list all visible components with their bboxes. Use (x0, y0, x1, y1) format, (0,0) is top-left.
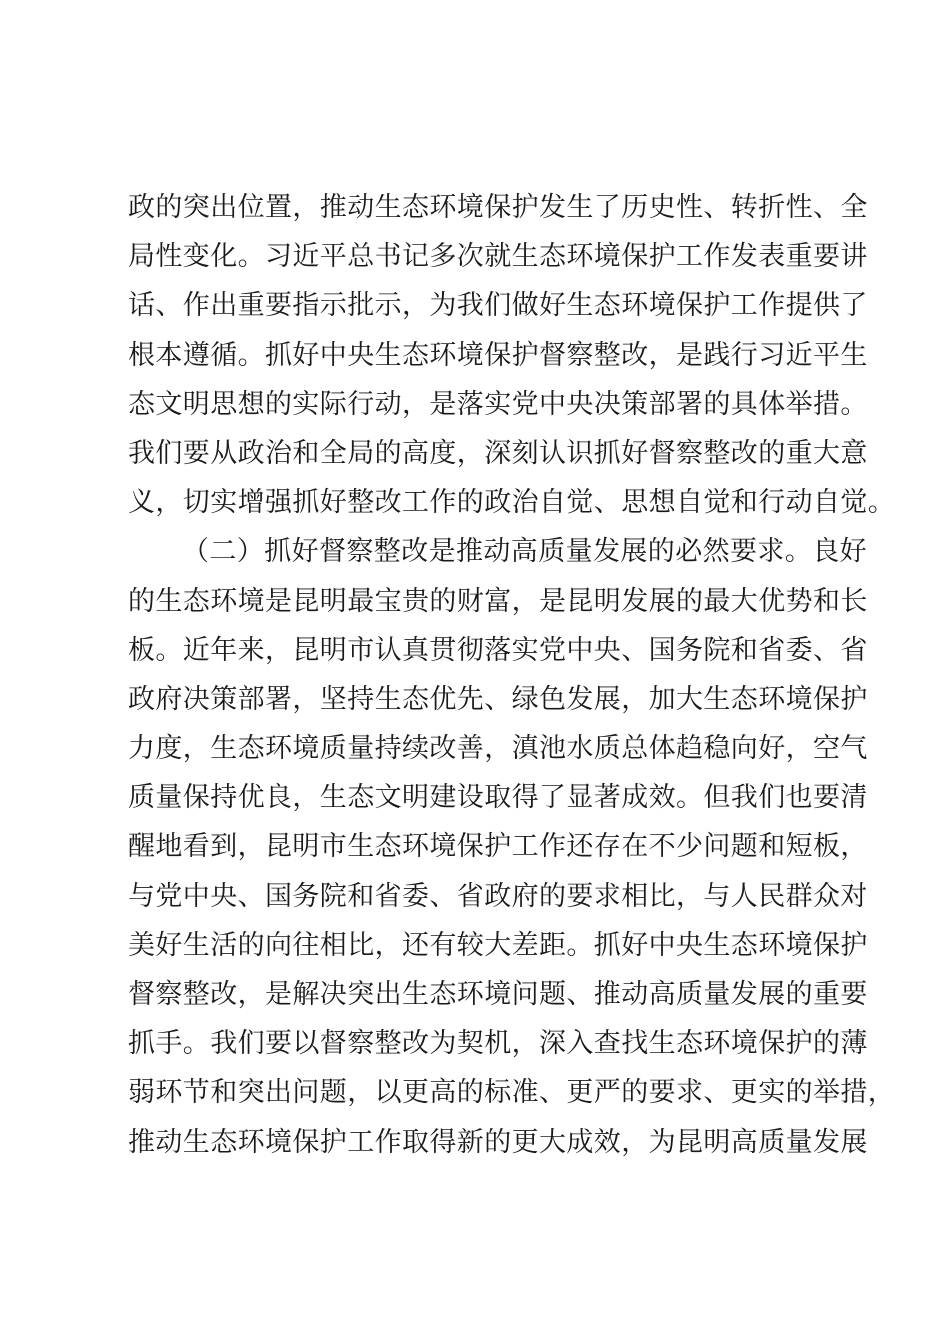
section-heading-line: （二）抓好督察整改是推动高质量发展的必然要求。良好 (182, 536, 867, 568)
text-line: 话、作出重要指示批示，为我们做好生态环境保护工作提供了 (128, 290, 868, 322)
text-line: 醒地看到，昆明市生态环境保护工作还存在不少问题和短板， (128, 831, 868, 863)
body-text (128, 183, 896, 1167)
text-line: 的生态环境是昆明最宝贵的财富，是昆明发展的最大优势和长 (128, 585, 868, 617)
text-line: 与党中央、国务院和省委、省政府的要求相比，与人民群众对 (128, 880, 868, 912)
text-line: 督察整改，是解决突出生态环境问题、推动高质量发展的重要 (128, 979, 868, 1010)
text-line: 根本遵循。抓好中央生态环境保护督察整改，是践行习近平生 (128, 339, 868, 371)
text-line: 质量保持优良，生态文明建设取得了显著成效。但我们也要清 (128, 782, 868, 814)
text-line: 推动生态环境保护工作取得新的更大成效，为昆明高质量发展 (128, 1126, 868, 1158)
text-line: 我们要从政治和全局的高度，深刻认识抓好督察整改的重大意 (128, 437, 868, 469)
text-line: 力度，生态环境质量持续改善，滇池水质总体趋稳向好，空气 (128, 733, 868, 765)
text-line: 政府决策部署，坚持生态优先、绿色发展，加大生态环境保护 (128, 683, 868, 715)
text-line: 政的突出位置，推动生态环境保护发生了历史性、转折性、全 (128, 192, 868, 223)
text-line: 板。近年来，昆明市认真贯彻落实党中央、国务院和省委、省 (128, 634, 868, 666)
text-line: 局性变化。习近平总书记多次就生态环境保护工作发表重要讲 (128, 241, 868, 273)
text-line: 态文明思想的实际行动，是落实党中央决策部署的具体举措。 (128, 388, 868, 420)
text-line: 抓手。我们要以督察整改为契机，深入查找生态环境保护的薄 (128, 1028, 868, 1060)
text-line: 弱环节和突出问题，以更高的标准、更严的要求、更实的举措， (128, 1077, 896, 1109)
text-line: 美好生活的向往相比，还有较大差距。抓好中央生态环境保护 (128, 929, 868, 961)
text-line: 义，切实增强抓好整改工作的政治自觉、思想自觉和行动自觉。 (128, 487, 896, 519)
